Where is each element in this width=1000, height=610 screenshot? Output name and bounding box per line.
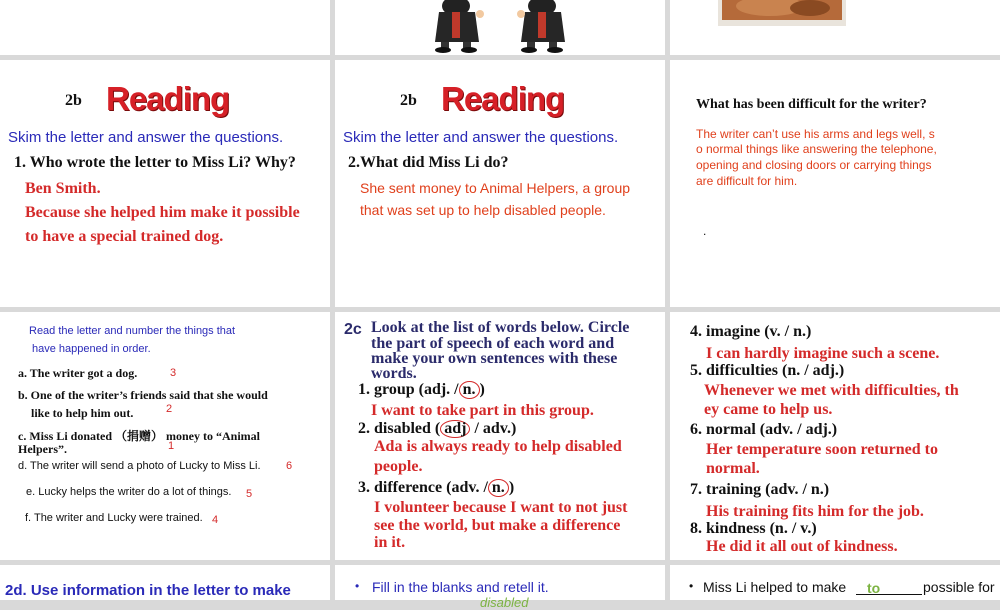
example-sentence: ey came to help us. — [704, 401, 833, 418]
event-number: 4 — [212, 514, 219, 526]
reading-title: Reading — [441, 80, 565, 117]
answer-line: that was set up to help disabled people. — [360, 202, 606, 218]
top-slide-right — [670, 0, 1000, 55]
word-item-difference — [358, 479, 514, 497]
reading-title: Reading — [106, 80, 230, 117]
example-sentence: see the world, but make a difference — [374, 517, 621, 534]
event-item: e. Lucky helps the writer do a lot of things. — [26, 486, 232, 498]
example-sentence: I can hardly imagine such a scene. — [706, 345, 940, 362]
blank-answer: to — [867, 580, 881, 596]
example-sentence: His training fits him for the job. — [706, 503, 924, 520]
word-head: 8. kindness (n. / v.) — [690, 520, 817, 537]
bottom-slide-middle — [335, 565, 665, 610]
example-sentence: I volunteer because I want to not just — [374, 499, 628, 516]
answer-line: opening and closing doors or carrying things — [696, 158, 932, 172]
instruction-text: Skim the letter and answer the questions. — [343, 129, 619, 146]
question-text: 1. Who wrote the letter to Miss Li? Why? — [14, 154, 296, 171]
word-prefix: 1. group (adj. / — [358, 381, 459, 398]
event-item-continued: Helpers”. — [18, 442, 67, 456]
example-sentence: in it. — [374, 534, 406, 551]
example-sentence: Her temperature soon returned to — [706, 441, 938, 458]
event-item: a. The writer got a dog. — [18, 366, 138, 380]
instruction-line: have happened in order. — [32, 343, 151, 355]
word-head: 4. imagine (v. / n.) — [690, 323, 812, 340]
circled-answer: n. — [488, 479, 509, 497]
event-item: d. The writer will send a photo of Lucky to Miss Li. — [18, 460, 261, 472]
slide-2b-question-1 — [0, 60, 330, 307]
event-number: 5 — [246, 488, 253, 500]
section-label: 2b — [400, 92, 417, 109]
answer-line: Because she helped him make it possible — [25, 204, 300, 221]
bottom-slide-right — [670, 565, 1000, 600]
example-sentence: people. — [374, 458, 423, 475]
example-sentence: normal. — [706, 460, 760, 477]
instruction-line: make your own sentences with these — [371, 350, 618, 367]
example-sentence: I want to take part in this group. — [371, 402, 594, 419]
bullet-text-end: possible for — [923, 579, 995, 595]
word-item-disabled — [358, 420, 516, 438]
answer-line: are difficult for him. — [696, 174, 798, 188]
top-slide-middle — [335, 0, 665, 55]
event-number: 1 — [168, 440, 175, 452]
answer-line: The writer can’t use his arms and legs well, s — [696, 127, 935, 141]
section-label: 2c — [344, 321, 362, 338]
word-suffix: ) — [508, 479, 515, 496]
word-head: 5. difficulties (n. / adj.) — [690, 362, 845, 379]
answer-line: She sent money to Animal Helpers, a group — [360, 180, 631, 196]
circled-answer: n. — [459, 381, 480, 399]
instruction-line: Read the letter and number the things that — [29, 325, 236, 337]
word-item-group — [358, 381, 485, 399]
example-sentence: Ada is always ready to help disabled — [374, 438, 622, 455]
fill-blank — [856, 594, 922, 595]
dog-photo-image — [670, 0, 1000, 55]
slide-2c-parts-of-speech — [335, 312, 665, 560]
instruction-text: Skim the letter and answer the questions. — [8, 129, 284, 146]
instruction-line: Look at the list of words below. Circle — [371, 319, 630, 336]
slide-order-events — [0, 312, 330, 560]
bullet-dot: • — [355, 579, 360, 593]
instruction-line: the part of speech of each word and — [371, 335, 615, 352]
event-number: 2 — [166, 403, 173, 415]
slide-2b-question-2 — [335, 60, 665, 307]
answer-line: Ben Smith. — [25, 180, 101, 197]
stray-dot: . — [703, 224, 707, 238]
question-text: 2.What did Miss Li do? — [348, 154, 509, 171]
section-title: 2d. Use information in the letter to make — [5, 582, 291, 599]
word-head: 6. normal (adv. / adj.) — [690, 421, 838, 438]
bullet-dot: • — [689, 579, 694, 593]
section-label: 2b — [65, 92, 82, 109]
bullet-text: Fill in the blanks and retell it. — [372, 579, 549, 595]
word-suffix: / adv.) — [470, 420, 517, 437]
bullet-text-start: Miss Li helped to make — [703, 579, 847, 595]
instruction-line: words. — [371, 365, 417, 382]
top-slide-left — [0, 0, 330, 55]
slide-difficulties — [670, 60, 1000, 307]
cartoon-figures-image — [335, 0, 665, 55]
question-text: What has been difficult for the writer? — [696, 97, 927, 112]
word-suffix: ) — [479, 381, 485, 398]
event-item: b. One of the writer’s friends said that she would — [18, 388, 268, 402]
answer-line: to have a special trained dog. — [25, 228, 224, 245]
event-item: f. The writer and Lucky were trained. — [25, 512, 203, 524]
event-item: c. Miss Li donated （捐赠） money to “Animal — [18, 429, 261, 443]
circled-answer: adj — [440, 420, 470, 438]
event-number: 3 — [170, 367, 177, 379]
example-sentence: Whenever we met with difficulties, th — [704, 382, 959, 399]
partial-answer: disabled — [480, 595, 529, 610]
example-sentence: He did it all out of kindness. — [706, 538, 898, 555]
word-prefix: 2. disabled ( — [358, 420, 441, 437]
bottom-slide-left — [0, 565, 330, 600]
word-prefix: 3. difference (adv. / — [358, 479, 488, 496]
event-item-continued: like to help him out. — [31, 406, 134, 420]
word-head: 7. training (adv. / n.) — [690, 481, 830, 498]
event-number: 6 — [286, 460, 293, 472]
slide-word-list-continued — [670, 312, 1000, 560]
answer-line: o normal things like answering the telephone, — [696, 142, 937, 156]
